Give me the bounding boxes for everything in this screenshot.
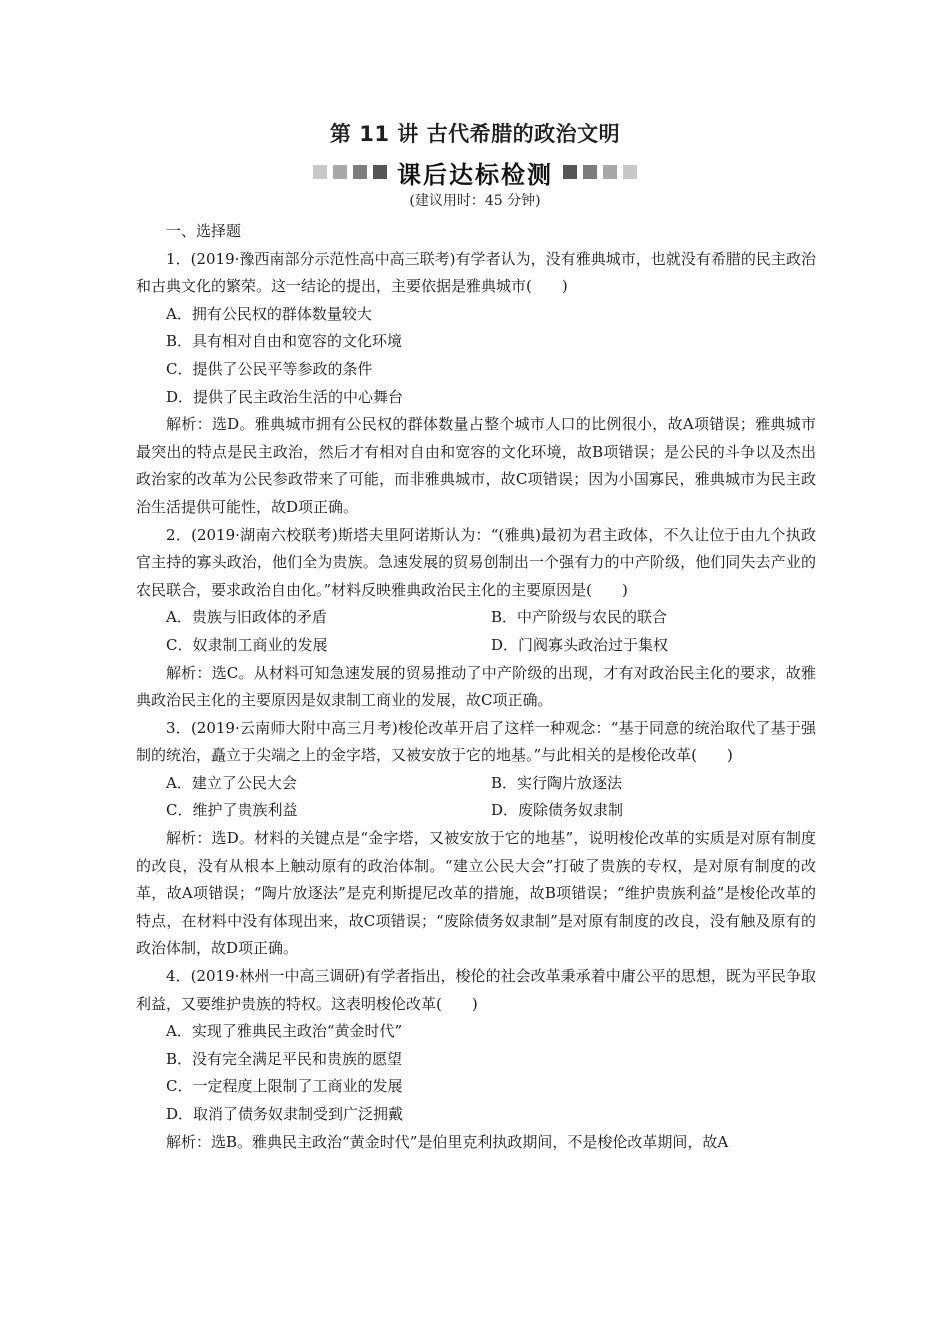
banner-square — [353, 165, 367, 179]
banner-squares-right — [563, 165, 637, 179]
question-2-option-c: C．奴隶制工商业的发展 — [166, 635, 328, 654]
question-1-stem: 1．(2019·豫西南部分示范性高中高三联考)有学者认为，没有雅典城市，也就没有希腊的民主政治和古典文化的繁荣。这一结论的提出，主要依据是雅典城市( ) — [136, 249, 816, 296]
question-3-option-b: B．实行陶片放逐法 — [491, 773, 623, 792]
question-1-option-c: C．提供了公民平等参政的条件 — [166, 359, 373, 378]
question-4-option-d: D．取消了债务奴隶制受到广泛拥戴 — [166, 1105, 404, 1123]
banner-square — [583, 165, 597, 179]
question-4-option-a: A．实现了雅典民主政治“黄金时代” — [166, 1022, 403, 1041]
question-3-stem: 3．(2019·云南师大附中高三月考)梭伦改革开启了这样一种观念：“基于同意的统治取代了基于强制的统治，矗立于尖端之上的金字塔，又被安放于它的地基。”与此相关的是梭伦改革( ) — [136, 718, 816, 765]
question-3-options-row-1 — [136, 770, 816, 798]
question-2-stem: 2．(2019·湖南六校联考)斯塔夫里阿诺斯认为：“(雅典)最初为君主政体，不久让位于由九个执政官主持的寡头政治，他们全为贵族。急速发展的贸易创制出一个强有力的中产阶级，他们同失去产业的农民联合，要求政治自由化。”材料反映雅典政治民主化的主要原因是( ) — [136, 525, 816, 599]
question-2-options-row-1 — [136, 604, 816, 632]
page-title: 第 11 讲 古代希腊的政治文明 — [329, 122, 621, 146]
question-3-option-a: A．建立了公民大会 — [166, 773, 297, 792]
question-4-option-b: B．没有完全满足平民和贵族的愿望 — [166, 1049, 403, 1068]
section-banner — [0, 156, 950, 188]
banner-square — [623, 165, 637, 179]
question-1-option-b: B．具有相对自由和宽容的文化环境 — [166, 332, 403, 351]
banner-square — [603, 165, 617, 179]
question-3-analysis: 解析：选D。材料的关键点是“金字塔，又被安放于它的地基”，说明梭伦改革的实质是对原有制度的改良，没有从根本上触动原有的政治体制。“建立公民大会”打破了贵族的专权，是对原有制度的改革，故A项错误；“陶片放逐法”是克利斯提尼改革的措施，故B项错误；“维护贵族利益”是梭伦改革的特点，在材料中没有体现出来，故C项错误；“废除债务奴隶制”是对原有制度的改良，没有触及原有的政治体制，故D项正确。 — [136, 829, 816, 958]
question-1-option-a: A．拥有公民权的群体数量较大 — [166, 304, 372, 323]
question-3-option-c: C．维护了贵族利益 — [166, 801, 298, 820]
question-list — [136, 218, 816, 1156]
suggested-time: (建议用时：45 分钟) — [409, 193, 541, 209]
question-4-analysis: 解析：选B。雅典民主政治“黄金时代”是伯里克利执政期间，不是梭伦改革期间，故A — [166, 1132, 729, 1151]
question-2-options-row-2 — [136, 632, 816, 660]
question-2-analysis: 解析：选C。从材料可知急速发展的贸易推动了中产阶级的出现，才有对政治民主化的要求，故雅典政治民主化的主要原因是奴隶制工商业的发展，故C项正确。 — [136, 663, 816, 710]
question-1-analysis: 解析：选D。雅典城市拥有公民权的群体数量占整个城市人口的比例很小，故A项错误；雅典城市最突出的特点是民主政治，然后才有相对自由和宽容的文化环境，故B项错误；是公民的斗争以及杰出政治家的改革为公民参政带来了可能，而非雅典城市，故C项错误；因为小国寡民，雅典城市为民主政治生活提供可能性，故D项正确。 — [136, 415, 816, 516]
banner-square — [563, 165, 577, 179]
question-4-option-c: C．一定程度上限制了工商业的发展 — [166, 1077, 403, 1096]
banner-square — [333, 165, 347, 179]
banner-square — [373, 165, 387, 179]
section-heading: 一、选择题 — [166, 222, 242, 240]
question-4-stem: 4．(2019·林州一中高三调研)有学者指出，梭伦的社会改革秉承着中庸公平的思想，既为平民争取利益，又要维护贵族的特权。这表明梭伦改革( ) — [136, 967, 816, 1013]
question-2-option-b: B．中产阶级与农民的联合 — [491, 608, 668, 627]
question-2-option-d: D．门阀寡头政治过于集权 — [491, 635, 669, 654]
question-3-option-d: D．废除债务奴隶制 — [491, 801, 624, 820]
banner-title: 课后达标检测 — [397, 160, 553, 189]
question-2-option-a: A．贵族与旧政体的矛盾 — [166, 608, 327, 627]
banner-squares-left — [313, 165, 387, 179]
question-3-options-row-2 — [136, 797, 816, 825]
question-1-option-d: D．提供了民主政治生活的中心舞台 — [166, 387, 404, 406]
banner-square — [313, 165, 327, 179]
